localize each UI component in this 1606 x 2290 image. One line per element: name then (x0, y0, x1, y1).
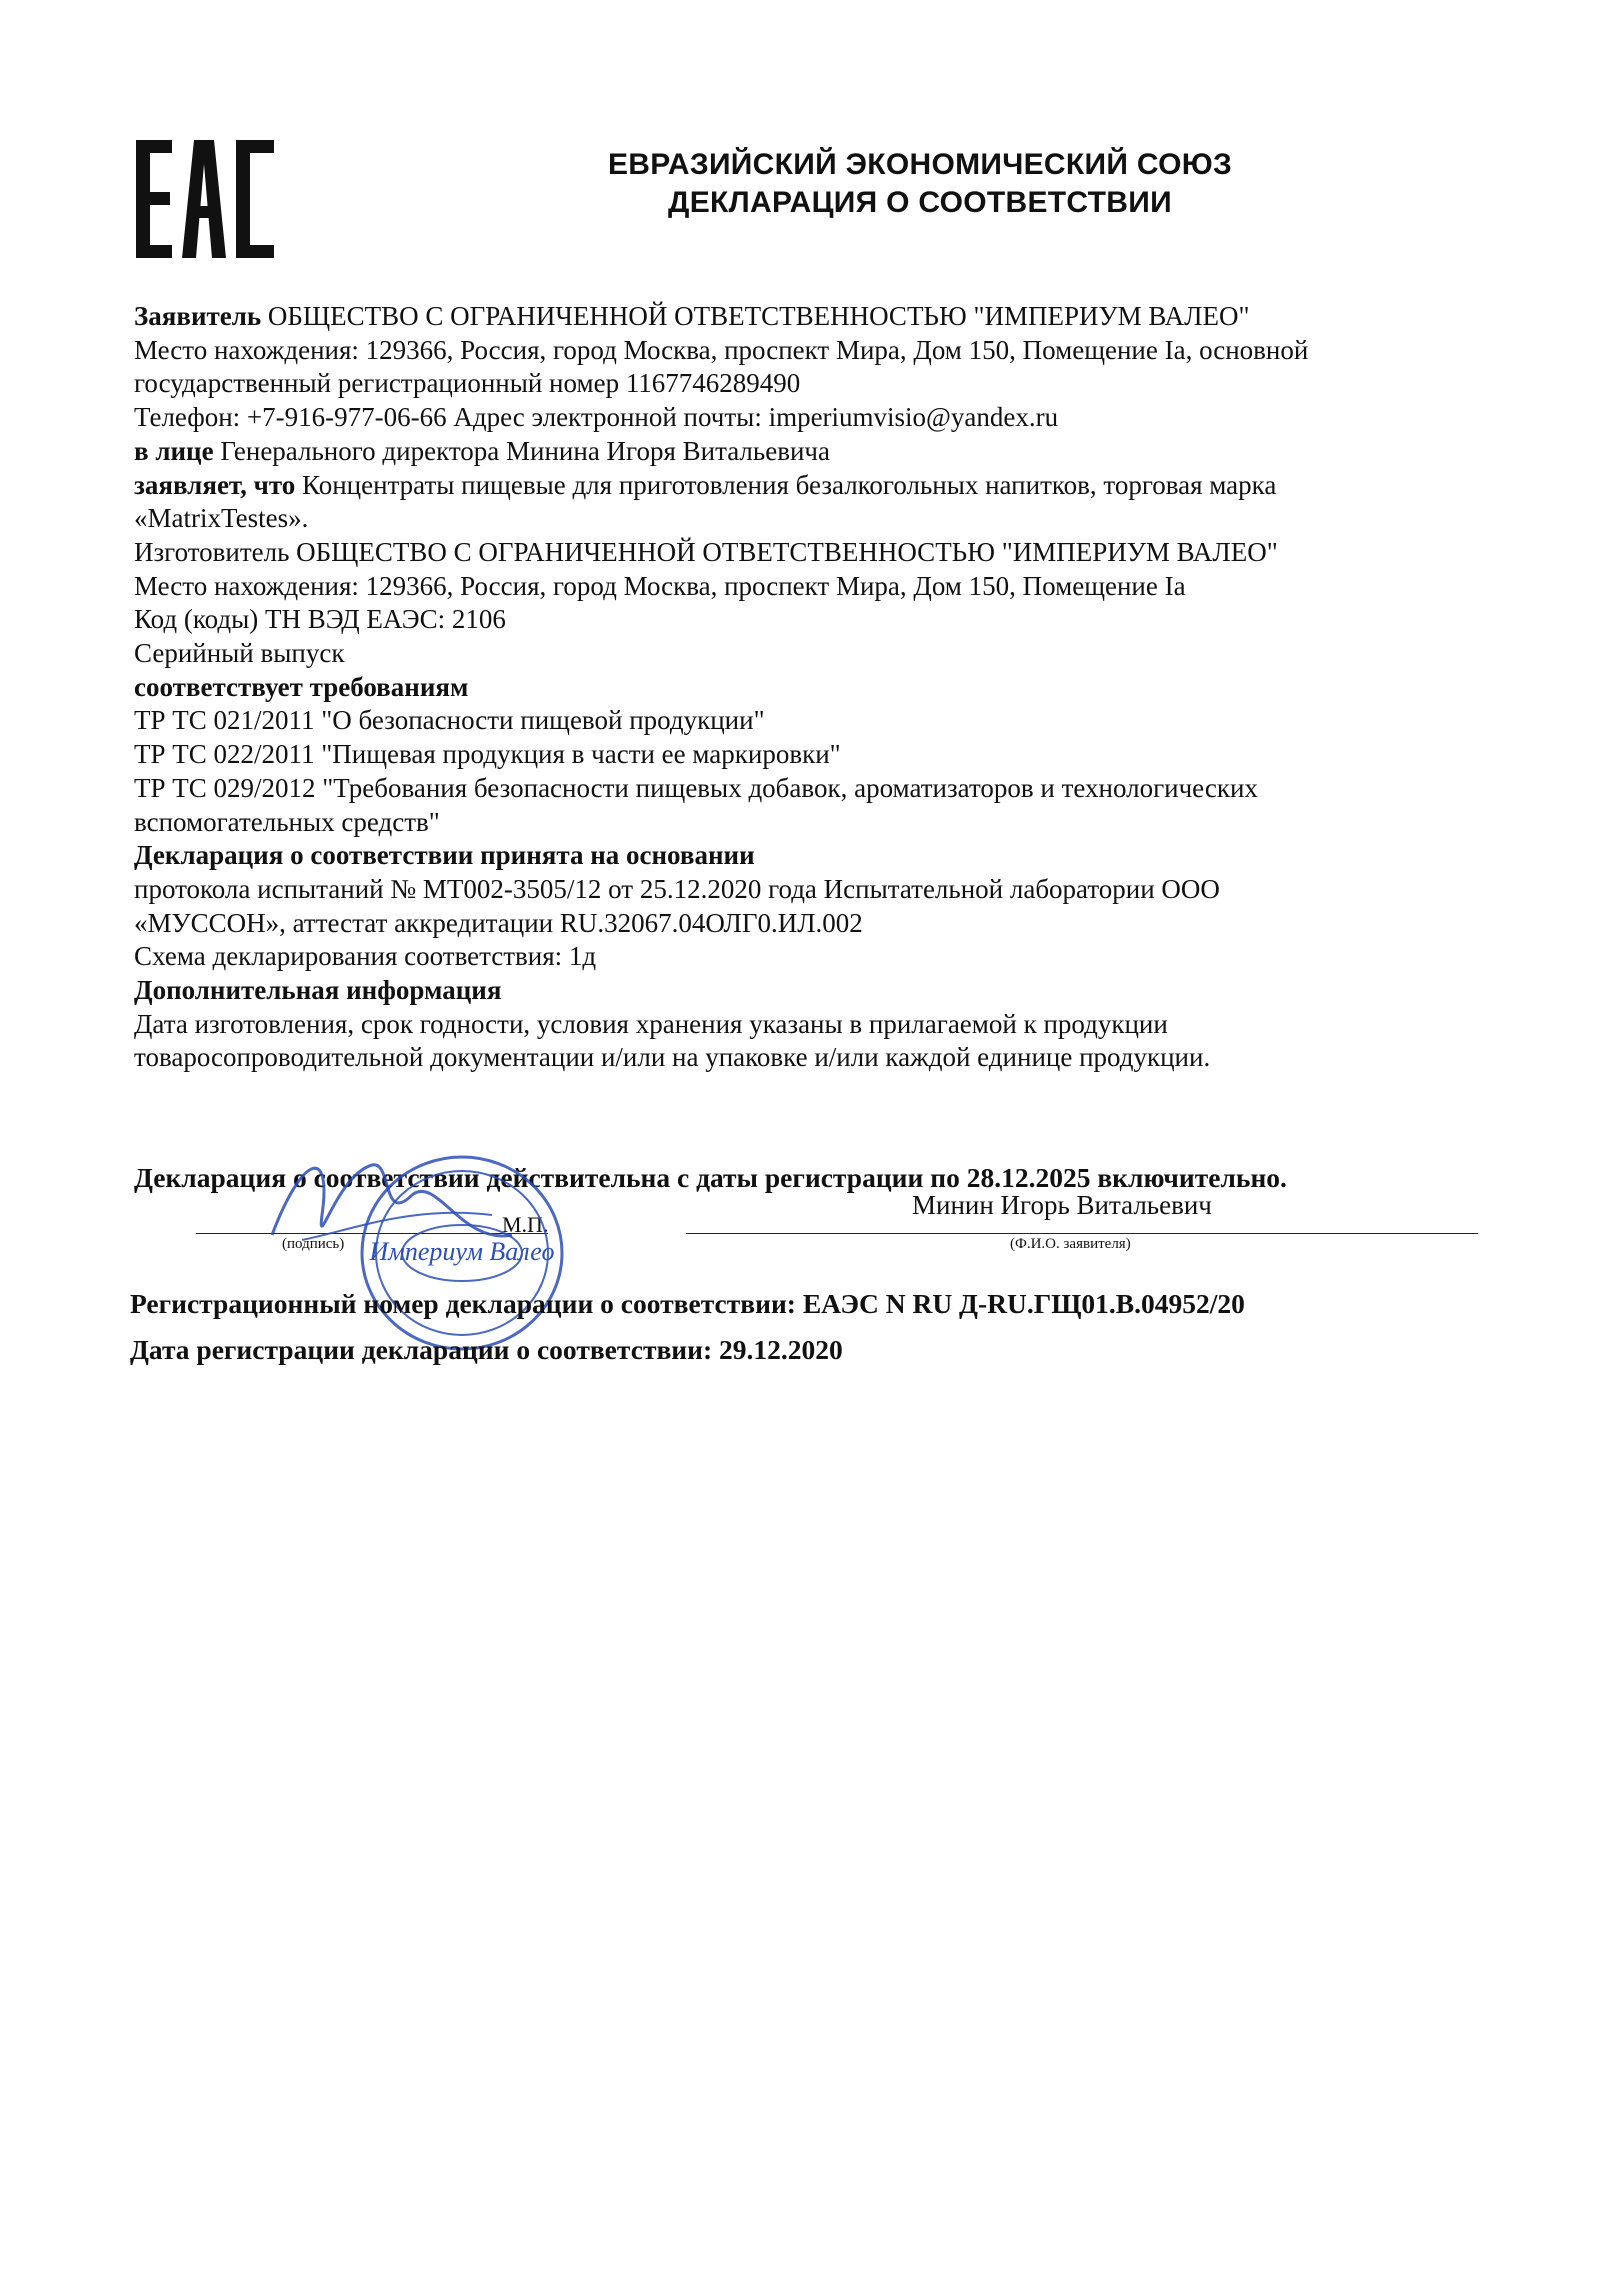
name-line (686, 1233, 1478, 1234)
representative-name: Генерального директора Минина Игоря Витальевича (213, 435, 830, 466)
product-line (134, 469, 1474, 503)
requirements-heading: соответствует требованиям (134, 671, 469, 702)
basis-protocol: протокола испытаний № МТ002-3505/12 от 25.12.2020 года Испытательной лаборатории ООО (134, 873, 1220, 904)
applicant-line (134, 300, 1474, 334)
signer-name: Минин Игорь Витальевич (912, 1190, 1212, 1220)
svg-text:Империум Валео: Империум Валео (369, 1237, 555, 1266)
signature-caption: (подпись) (282, 1236, 345, 1252)
declares-label: заявляет, что (134, 469, 296, 500)
serial-release: Серийный выпуск (134, 638, 345, 669)
declaration-body (134, 300, 1474, 1075)
registration-number: Регистрационный номер декларации о соответствии: ЕАЭС N RU Д-RU.ГЩ01.В.04952/20 (130, 1288, 1245, 1319)
basis-accreditation: «МУССОН», аттестат аккредитации RU.32067.04ОЛГ0.ИЛ.002 (134, 907, 863, 938)
requirement-3-cont: вспомогательных средств" (134, 806, 440, 837)
manufacturer: Изготовитель ОБЩЕСТВО С ОГРАНИЧЕННОЙ ОТВЕТСТВЕННОСТЬЮ "ИМПЕРИУМ ВАЛЕО" (134, 536, 1278, 567)
requirement-2: ТР ТС 022/2011 "Пищевая продукция в части ее маркировки" (134, 739, 841, 770)
additional-info-2: товаросопроводительной документации и/или на упаковке и/или каждой единице продукции. (134, 1042, 1211, 1073)
validity-statement: Декларация о соответствии действительна с даты регистрации по 28.12.2025 включительно. (134, 1162, 1287, 1193)
applicant-contacts: Телефон: +7-916-977-06-66 Адрес электронной почты: imperiumvisio@yandex.ru (134, 402, 1059, 433)
eac-logo (136, 140, 274, 258)
basis-heading: Декларация о соответствии принята на основании (134, 840, 755, 871)
product-trademark: «MatrixTestes». (134, 503, 309, 534)
applicant-address: Место нахождения: 129366, Россия, город Москва, проспект Мира, Дом 150, Помещение Iа, основной (134, 334, 1309, 365)
document-title: ДЕКЛАРАЦИЯ О СООТВЕТСТВИИ (668, 186, 1172, 219)
declaration-scheme: Схема декларирования соответствия: 1д (134, 941, 597, 972)
manufacturer-address: Место нахождения: 129366, Россия, город Москва, проспект Мира, Дом 150, Помещение Iа (134, 570, 1186, 601)
representative-line (134, 435, 1474, 469)
hs-code: Код (коды) ТН ВЭД ЕАЭС: 2106 (134, 604, 506, 635)
name-caption: (Ф.И.О. заявителя) (1010, 1236, 1131, 1252)
applicant-reg-number: государственный регистрационный номер 1167746289490 (134, 368, 801, 399)
additional-info-1: Дата изготовления, срок годности, условия хранения указаны в прилагаемой к продукции (134, 1008, 1168, 1039)
applicant-name: ОБЩЕСТВО С ОГРАНИЧЕННОЙ ОТВЕТСТВЕННОСТЬЮ "ИМПЕРИУМ ВАЛЕО" (261, 301, 1250, 331)
seal-place-label: М.П. (502, 1212, 549, 1237)
company-stamp (262, 1135, 612, 1365)
union-title: ЕВРАЗИЙСКИЙ ЭКОНОМИЧЕСКИЙ СОЮЗ (607, 148, 1233, 181)
applicant-label: Заявитель (134, 301, 262, 331)
registration-date: Дата регистрации декларации о соответствии: 29.12.2020 (130, 1334, 843, 1365)
requirement-1: ТР ТС 021/2011 "О безопасности пищевой продукции" (134, 705, 765, 736)
product-text: Концентраты пищевые для приготовления безалкогольных напитков, торговая марка (295, 469, 1277, 500)
representative-label: в лице (134, 435, 214, 466)
requirement-3: ТР ТС 029/2012 "Требования безопасности пищевых добавок, ароматизаторов и технологических (134, 772, 1258, 803)
additional-heading: Дополнительная информация (134, 975, 502, 1006)
